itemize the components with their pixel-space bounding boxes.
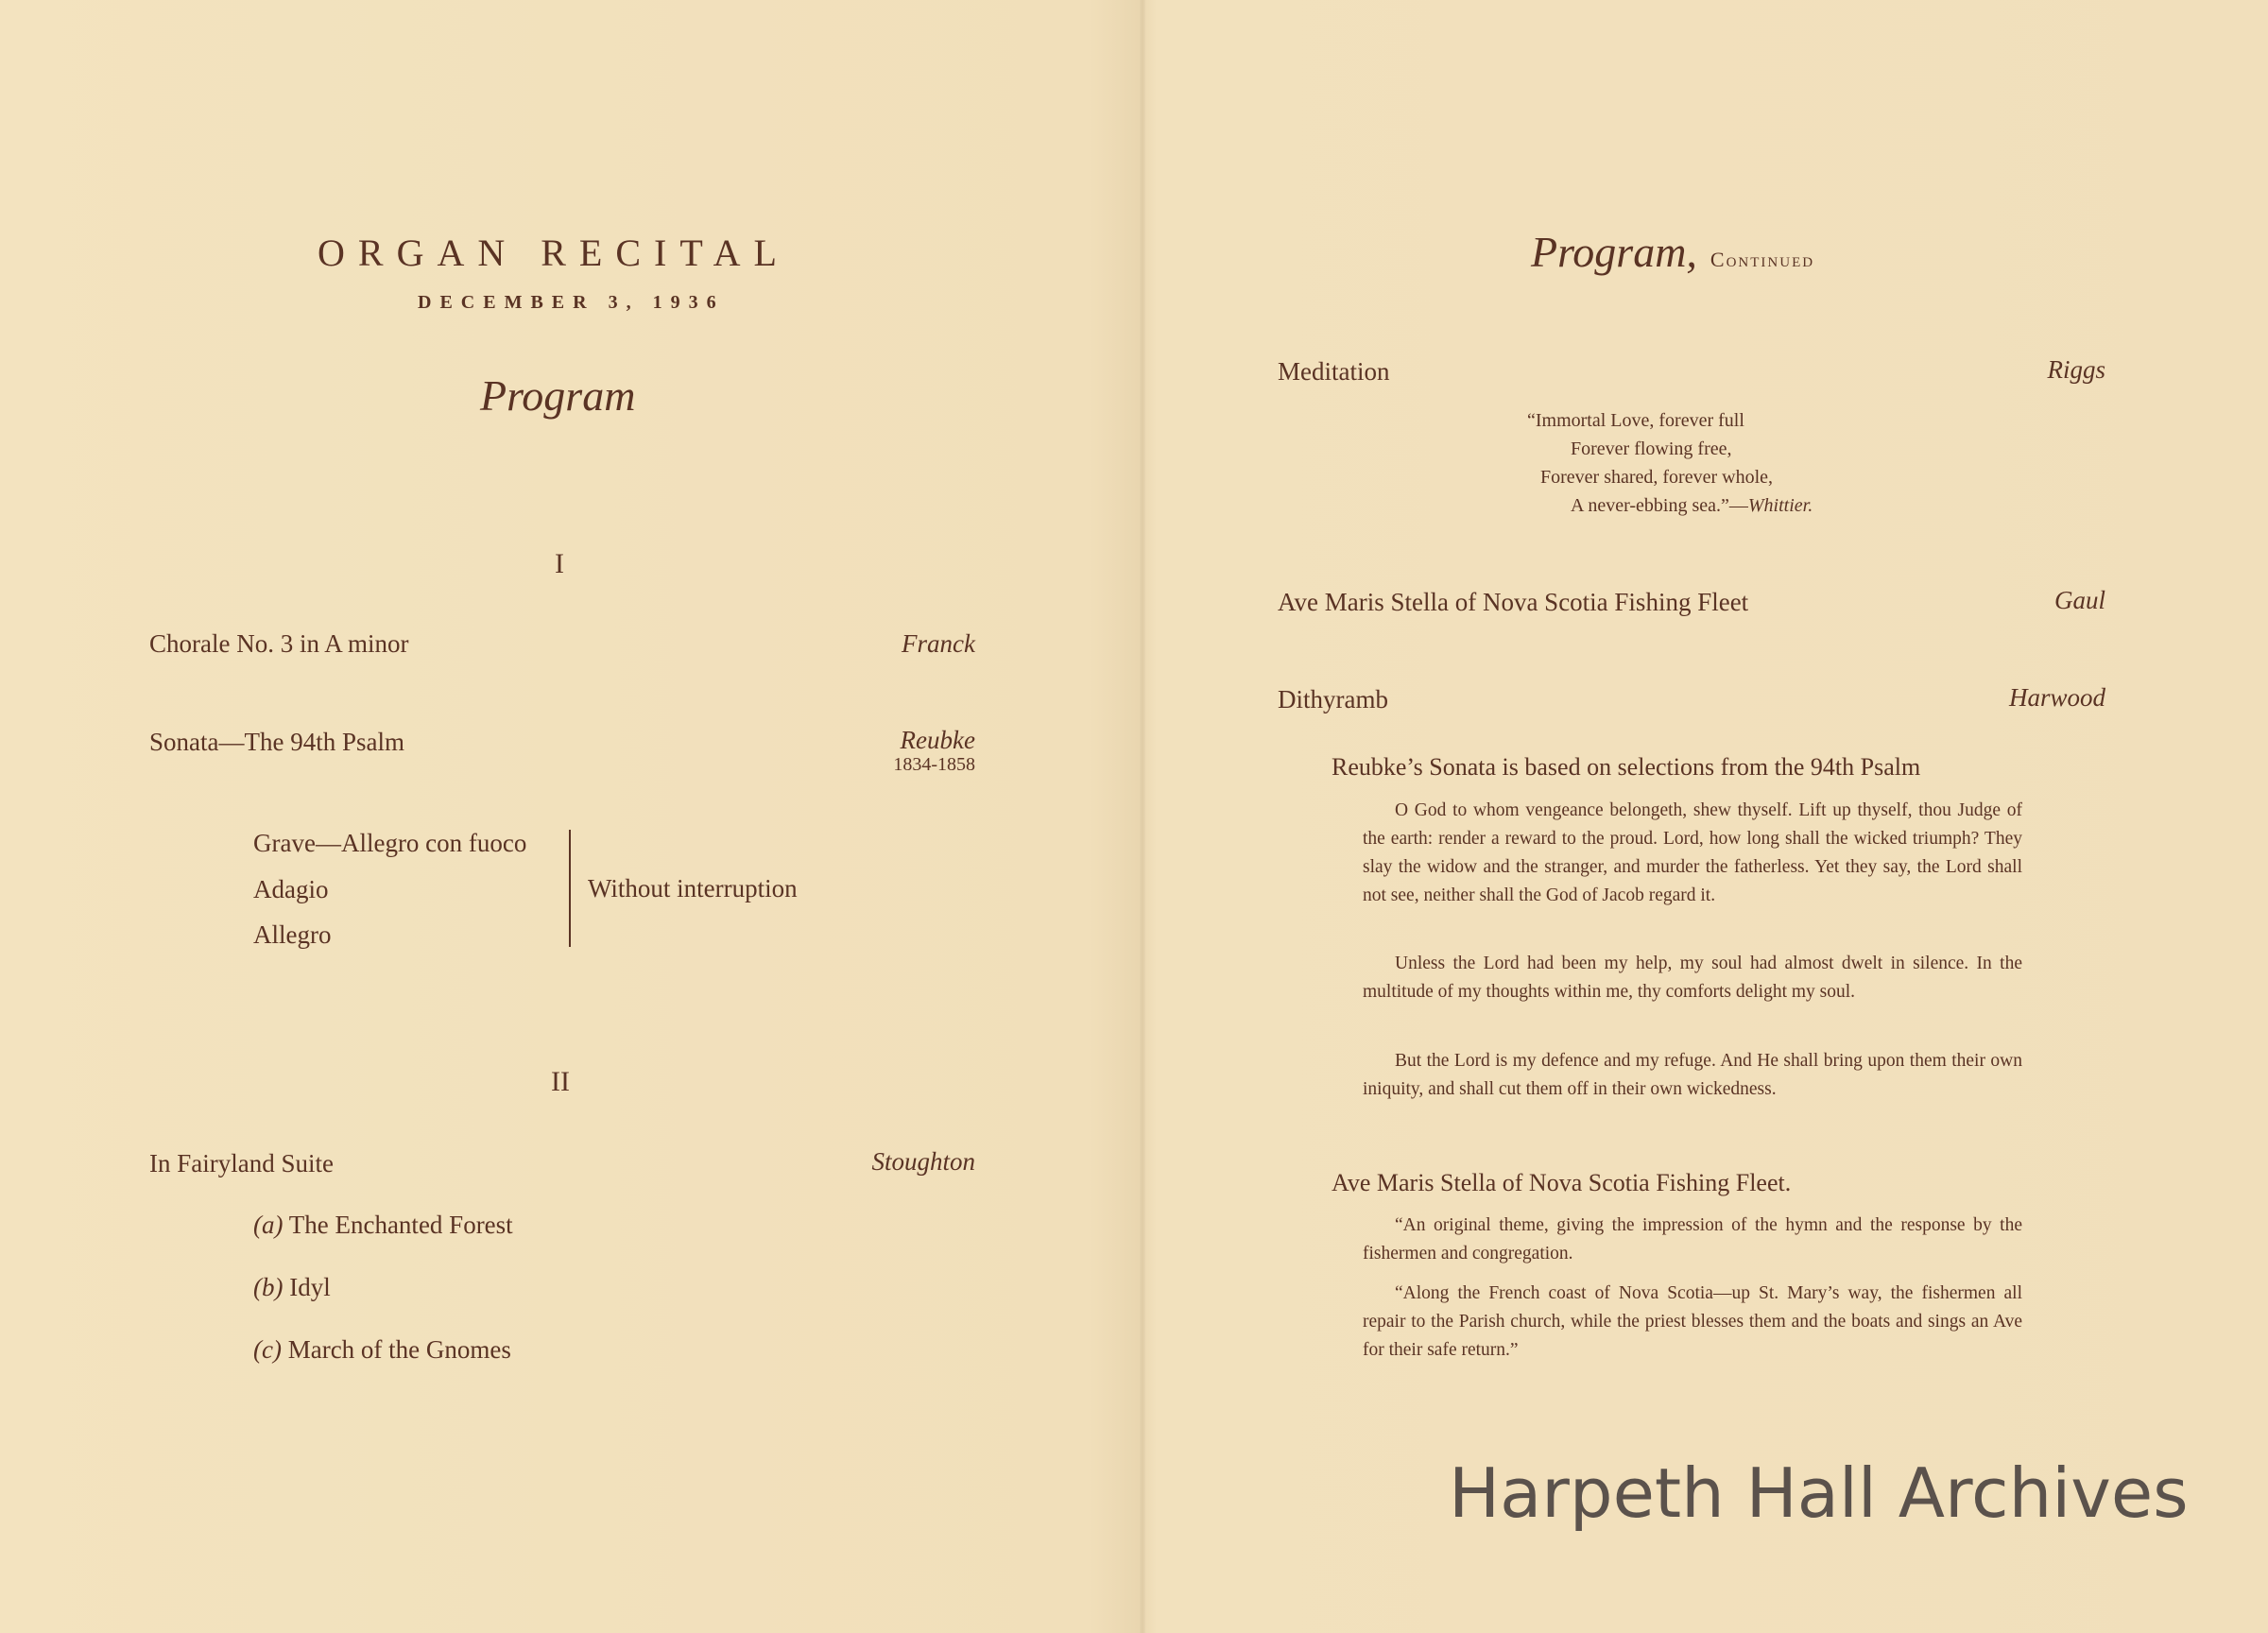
archive-watermark: Harpeth Hall Archives: [1449, 1453, 2189, 1533]
movement-bracket: [559, 830, 571, 947]
suite-part-letter: (c): [253, 1335, 282, 1364]
continued-label: Continued: [1710, 248, 1815, 271]
movement-title: Grave—Allegro con fuoco: [253, 829, 527, 857]
note-paragraph: O God to whom vengeance belongeth, shew thyself. Lift up thyself, thou Judge of the earth: render a reward to the proud. Lord, how long shall the wicked triumph? They slay the widow and the stranger, and murder the fatherless. Yet they say, the Lord shall not see, neither shall the God of Jacob regard it.: [1363, 800, 2022, 905]
composer-years: 1834-1858: [893, 754, 975, 775]
note-paragraph: “Along the French coast of Nova Scotia—up St. Mary’s way, the fishermen all repair to the Parish church, while the priest blesses them and the boats and sings an Ave for their safe return.”: [1363, 1283, 2022, 1360]
suite-composer: Stoughton: [871, 1147, 975, 1176]
note-paragraph: “An original theme, giving the impression of the hymn and the response by the fishermen and congregation.: [1363, 1215, 2022, 1263]
item-composer: Reubke: [900, 726, 975, 754]
item-composer: Franck: [902, 629, 975, 658]
item-composer: Riggs: [2047, 355, 2105, 384]
poem-author: Whittier.: [1747, 495, 1813, 516]
continued-heading-script: Program,: [1531, 228, 1697, 276]
suite-part: [253, 1335, 511, 1365]
page-fold: [1140, 0, 1145, 1633]
continued-heading: [1531, 227, 1814, 277]
suite-part-letter: (a): [253, 1211, 284, 1239]
movements-note: Without interruption: [588, 874, 798, 902]
item-title: Sonata—The 94th Psalm: [149, 728, 404, 756]
suite-part: [253, 1273, 331, 1302]
note-heading: Reubke’s Sonata is based on selections from the 94th Psalm: [1332, 753, 1921, 781]
suite-title: In Fairyland Suite: [149, 1149, 334, 1177]
item-composer: Gaul: [2054, 586, 2105, 614]
movement-title: Adagio: [253, 875, 329, 903]
note-paragraph: Unless the Lord had been my help, my soul had almost dwelt in silence. In the multitude of my thoughts within me, thy comforts delight my soul.: [1363, 954, 2022, 1002]
part-two-numeral: II: [551, 1066, 570, 1097]
item-composer: Harwood: [2008, 683, 2105, 712]
suite-part-title: March of the Gnomes: [287, 1335, 511, 1364]
recital-title: ORGAN RECITAL: [318, 232, 790, 274]
note-paragraph: But the Lord is my defence and my refuge. And He shall bring upon them their own iniquity, and shall cut them off in their own wickedness.: [1363, 1051, 2022, 1099]
poem-line: [1571, 495, 1813, 517]
program-heading: Program: [480, 371, 636, 420]
part-one-numeral: I: [555, 548, 564, 579]
suite-part-title: Idyl: [289, 1273, 331, 1301]
movement-title: Allegro: [253, 920, 332, 949]
item-title: Meditation: [1278, 357, 1390, 386]
suite-part: [253, 1211, 513, 1240]
poem-line: Forever flowing free,: [1571, 438, 1732, 459]
item-title: Ave Maris Stella of Nova Scotia Fishing Fleet: [1278, 588, 1749, 616]
poem-line: Forever shared, forever whole,: [1540, 467, 1774, 488]
suite-part-title: The Enchanted Forest: [288, 1211, 513, 1239]
item-title: Dithyramb: [1278, 685, 1388, 713]
poem-line: “Immortal Love, forever full: [1527, 410, 1744, 431]
recital-date: DECEMBER 3, 1936: [418, 292, 725, 313]
suite-part-letter: (b): [253, 1273, 284, 1301]
note-heading: Ave Maris Stella of Nova Scotia Fishing Fleet.: [1332, 1169, 1792, 1196]
item-title: Chorale No. 3 in A minor: [149, 629, 409, 658]
poem-last-line: A never-ebbing sea.”—: [1571, 495, 1748, 516]
